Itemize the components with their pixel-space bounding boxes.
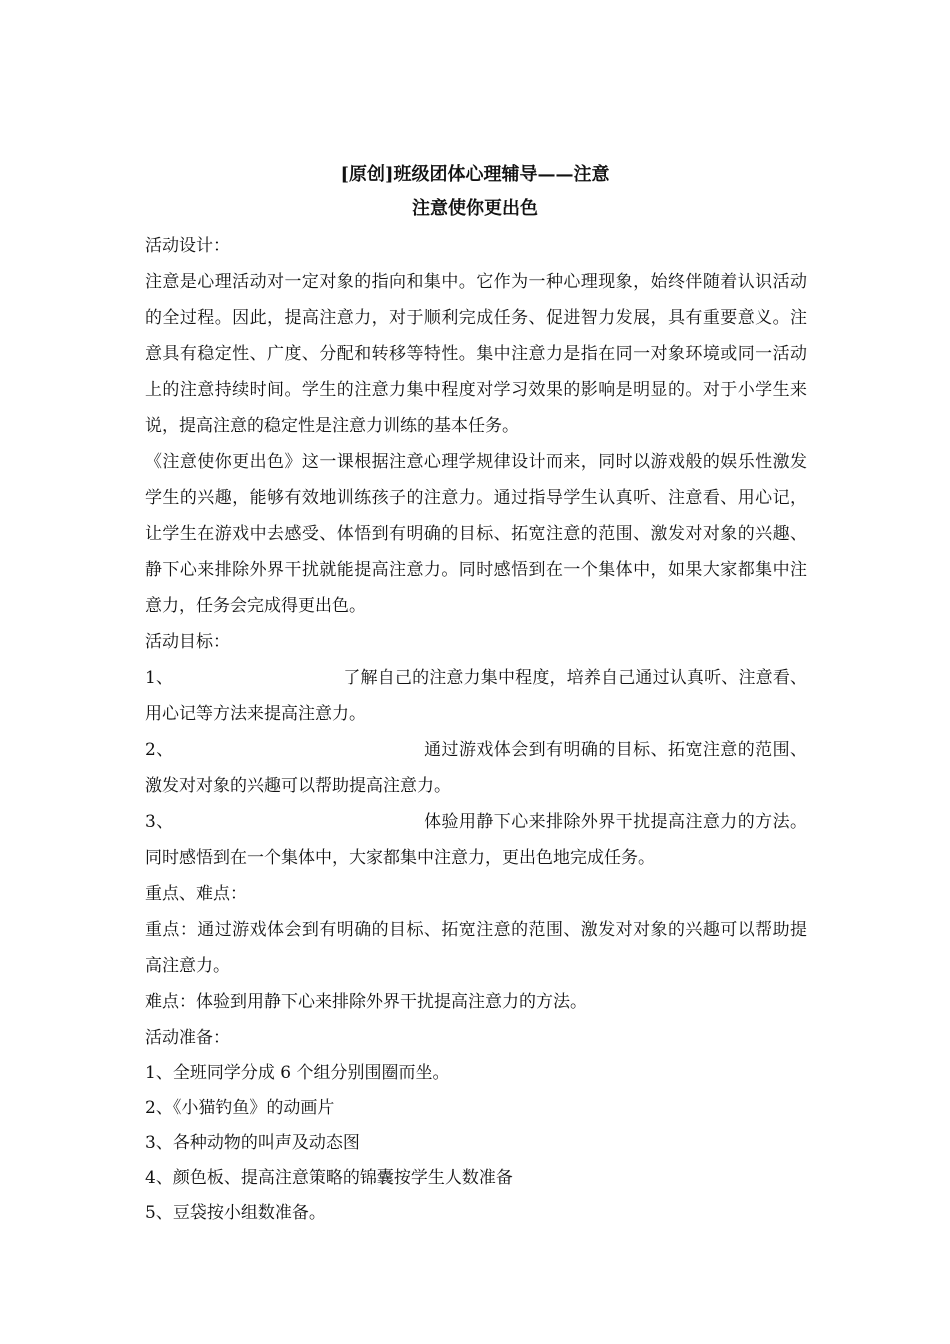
- goal-text: 体验用静下心来排除外界干扰提高注意力的方法。同时感悟到在一个集体中，大家都集中注意力，更出色地完成任务。: [145, 812, 807, 868]
- goal-text: 了解自己的注意力集中程度，培养自己通过认真听、注意看、用心记等方法来提高注意力。: [145, 668, 808, 724]
- goal-number: 2、: [145, 740, 174, 760]
- goal-number: 1、: [145, 668, 174, 688]
- document-body: [145, 228, 807, 1231]
- goal-text: 通过游戏体会到有明确的目标、拓宽注意的范围、激发对对象的兴趣可以帮助提高注意力。: [145, 740, 807, 796]
- goal-number: 3、: [145, 812, 174, 832]
- prep-item: 5、豆袋按小组数准备。: [145, 1203, 326, 1223]
- prep-item: 2、《小猫钓鱼》的动画片: [145, 1098, 335, 1118]
- prep-item: 1、全班同学分成 6 个组分别围圈而坐。: [145, 1063, 450, 1083]
- document-subtitle: 注意使你更出色: [412, 198, 538, 219]
- section-heading-design: 活动设计：: [145, 236, 230, 256]
- section-heading-goals: 活动目标：: [145, 632, 230, 652]
- document-title: [原创]班级团体心理辅导——注意: [340, 164, 610, 185]
- section-heading-key: 重点、难点：: [145, 884, 247, 904]
- goal-item-2: [145, 732, 807, 804]
- key-focus: 重点：通过游戏体会到有明确的目标、拓宽注意的范围、激发对对象的兴趣可以帮助提高注意力。: [145, 920, 807, 976]
- design-paragraph-1: 注意是心理活动对一定对象的指向和集中。它作为一种心理现象，始终伴随着认识活动的全过程。因此，提高注意力，对于顺利完成任务、促进智力发展，具有重要意义。注意具有稳定性、广度、分配和转移等特性。集中注意力是指在同一对象环境或同一活动上的注意持续时间。学生的注意力集中程度对学习效果的影响是明显的。对于小学生来说，提高注意的稳定性是注意力训练的基本任务。: [145, 272, 807, 436]
- key-difficulty: 难点：体验到用静下心来排除外界干扰提高注意力的方法。: [145, 992, 587, 1012]
- prep-item: 4、颜色板、提高注意策略的锦囊按学生人数准备: [145, 1168, 513, 1188]
- goal-item-3: [145, 804, 807, 876]
- section-heading-prep: 活动准备：: [145, 1028, 230, 1048]
- design-paragraph-2: 《注意使你更出色》这一课根据注意心理学规律设计而来，同时以游戏般的娱乐性激发学生的兴趣，能够有效地训练孩子的注意力。通过指导学生认真听、注意看、用心记，让学生在游戏中去感受、体悟到有明确的目标、拓宽注意的范围、激发对对象的兴趣、静下心来排除外界干扰就能提高注意力。同时感悟到在一个集体中，如果大家都集中注意力，任务会完成得更出色。: [145, 452, 807, 616]
- prep-item: 3、各种动物的叫声及动态图: [145, 1133, 360, 1153]
- goal-item-1: [145, 660, 807, 732]
